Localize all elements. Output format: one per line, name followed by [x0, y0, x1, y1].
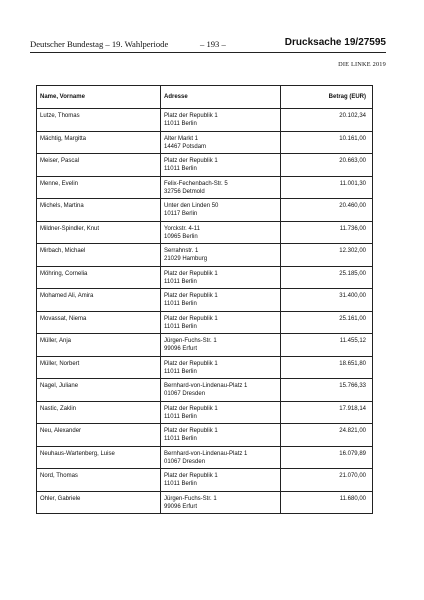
cell-name: Neu, Alexander	[37, 424, 161, 447]
cell-address	[161, 424, 281, 447]
cell-name: Möhring, Cornelia	[37, 266, 161, 289]
cell-address	[161, 266, 281, 289]
address-city: 11011 Berlin	[164, 166, 197, 172]
cell-amount: 11.680,00	[281, 491, 373, 514]
header-page-number: – 193 –	[200, 39, 226, 49]
cell-name: Müller, Norbert	[37, 356, 161, 379]
cell-name: Mildner-Spindler, Knut	[37, 221, 161, 244]
table-row	[37, 401, 373, 424]
cell-amount: 20.460,00	[281, 199, 373, 222]
cell-amount: 20.663,00	[281, 154, 373, 177]
cell-address	[161, 334, 281, 357]
cell-name: Meiser, Pascal	[37, 154, 161, 177]
table-row	[37, 244, 373, 267]
table-body	[37, 109, 373, 514]
cell-name: Nord, Thomas	[37, 469, 161, 492]
address-city: 11011 Berlin	[164, 301, 197, 307]
address-street: Jürgen-Fuchs-Str. 1	[164, 495, 217, 502]
cell-amount: 21.070,00	[281, 469, 373, 492]
table-row	[37, 311, 373, 334]
address-street: Platz der Republik 1	[164, 428, 218, 434]
header-document-number	[285, 37, 386, 48]
address-street: Platz der Republik 1	[164, 360, 218, 367]
cell-amount: 11.001,30	[281, 176, 373, 199]
table-row	[37, 379, 373, 402]
address-street: Yorckstr. 4-11	[164, 225, 201, 232]
address-city: 01067 Dresden	[164, 391, 206, 397]
cell-name: Ohler, Gabriele	[37, 491, 161, 514]
cell-address	[161, 446, 281, 469]
table-row	[37, 469, 373, 492]
address-city: 11011 Berlin	[164, 413, 197, 420]
table-row	[37, 221, 373, 244]
cell-address	[161, 199, 281, 222]
table-row	[37, 266, 373, 289]
cell-amount: 12.302,00	[281, 244, 373, 267]
address-street: Platz der Republik 1	[164, 405, 218, 412]
source-label: DIE LINKE 2019	[338, 61, 386, 68]
header-document-prefix: Drucksache 19/	[284, 37, 359, 48]
address-city: 14467 Potsdam	[164, 143, 207, 150]
cell-address	[161, 356, 281, 379]
table-row	[37, 131, 373, 154]
cell-name: Lutze, Thomas	[37, 109, 161, 132]
address-city: 11011 Berlin	[164, 323, 197, 330]
donations-table	[36, 85, 373, 514]
address-city: 01067 Dresden	[164, 458, 206, 465]
table-row	[37, 176, 373, 199]
address-street: Bernhard-von-Lindenau-Platz 1	[164, 383, 248, 389]
cell-name: Menne, Evelin	[37, 176, 161, 199]
column-header-amount: Betrag (EUR)	[281, 86, 373, 109]
address-street: Platz der Republik 1	[164, 315, 218, 322]
address-street: Platz der Republik 1	[164, 270, 218, 277]
cell-amount: 31.400,00	[281, 289, 373, 312]
cell-address	[161, 379, 281, 402]
table-row	[37, 289, 373, 312]
cell-address	[161, 469, 281, 492]
column-header-address: Adresse	[161, 86, 281, 109]
table-row	[37, 334, 373, 357]
cell-address	[161, 131, 281, 154]
cell-address	[161, 289, 281, 312]
header-document-id: 27595	[358, 37, 386, 48]
cell-amount: 20.102,34	[281, 109, 373, 132]
table-header-row	[37, 86, 373, 109]
address-street: Unter den Linden 50	[164, 203, 219, 209]
cell-amount: 17.918,14	[281, 401, 373, 424]
address-city: 99096 Erfurt	[164, 346, 198, 352]
cell-address	[161, 176, 281, 199]
cell-name: Mohamed Ali, Amira	[37, 289, 161, 312]
address-city: 11011 Berlin	[164, 368, 197, 375]
cell-amount: 15.766,33	[281, 379, 373, 402]
address-street: Bernhard-von-Lindenau-Platz 1	[164, 450, 248, 457]
address-city: 10965 Berlin	[164, 233, 198, 240]
cell-name: Müller, Anja	[37, 334, 161, 357]
address-street: Platz der Republik 1	[164, 158, 218, 164]
cell-address	[161, 109, 281, 132]
address-city: 11011 Berlin	[164, 436, 197, 442]
cell-amount: 24.821,00	[281, 424, 373, 447]
cell-name: Nastic, Zaklin	[37, 401, 161, 424]
cell-address	[161, 154, 281, 177]
cell-name: Michels, Martina	[37, 199, 161, 222]
address-street: Platz der Republik 1	[164, 113, 218, 119]
address-street: Jürgen-Fuchs-Str. 1	[164, 338, 217, 344]
address-street: Serrahnstr. 1	[164, 248, 199, 254]
table-row	[37, 446, 373, 469]
address-street: Felix-Fechenbach-Str. 5	[164, 180, 228, 187]
table-row	[37, 424, 373, 447]
running-header	[30, 38, 386, 53]
cell-amount: 11.455,12	[281, 334, 373, 357]
cell-name: Mächtig, Margitta	[37, 131, 161, 154]
cell-name: Neuhaus-Wartenberg, Luise	[37, 446, 161, 469]
address-city: 10117 Berlin	[164, 211, 198, 217]
address-city: 11011 Berlin	[164, 121, 197, 127]
address-city: 11011 Berlin	[164, 278, 197, 285]
cell-address	[161, 244, 281, 267]
cell-address	[161, 491, 281, 514]
address-city: 11011 Berlin	[164, 481, 197, 487]
table-row	[37, 109, 373, 132]
table-row	[37, 154, 373, 177]
cell-address	[161, 401, 281, 424]
header-publication: Deutscher Bundestag – 19. Wahlperiode	[30, 39, 169, 49]
cell-name: Nagel, Juliane	[37, 379, 161, 402]
cell-amount: 16.079,89	[281, 446, 373, 469]
cell-amount: 25.185,00	[281, 266, 373, 289]
address-street: Alter Markt 1	[164, 135, 199, 142]
address-city: 21029 Hamburg	[164, 256, 208, 262]
address-city: 32756 Detmold	[164, 188, 205, 195]
address-street: Platz der Republik 1	[164, 473, 218, 479]
cell-address	[161, 221, 281, 244]
cell-name: Movassat, Niema	[37, 311, 161, 334]
cell-amount: 11.736,00	[281, 221, 373, 244]
table-row	[37, 199, 373, 222]
address-street: Platz der Republik 1	[164, 293, 218, 299]
table-row	[37, 491, 373, 514]
cell-name: Mirbach, Michael	[37, 244, 161, 267]
cell-address	[161, 311, 281, 334]
table-row	[37, 356, 373, 379]
cell-amount: 25.161,00	[281, 311, 373, 334]
column-header-name: Name, Vorname	[37, 86, 161, 109]
address-city: 99096 Erfurt	[164, 503, 198, 510]
cell-amount: 18.651,80	[281, 356, 373, 379]
cell-amount: 10.161,00	[281, 131, 373, 154]
